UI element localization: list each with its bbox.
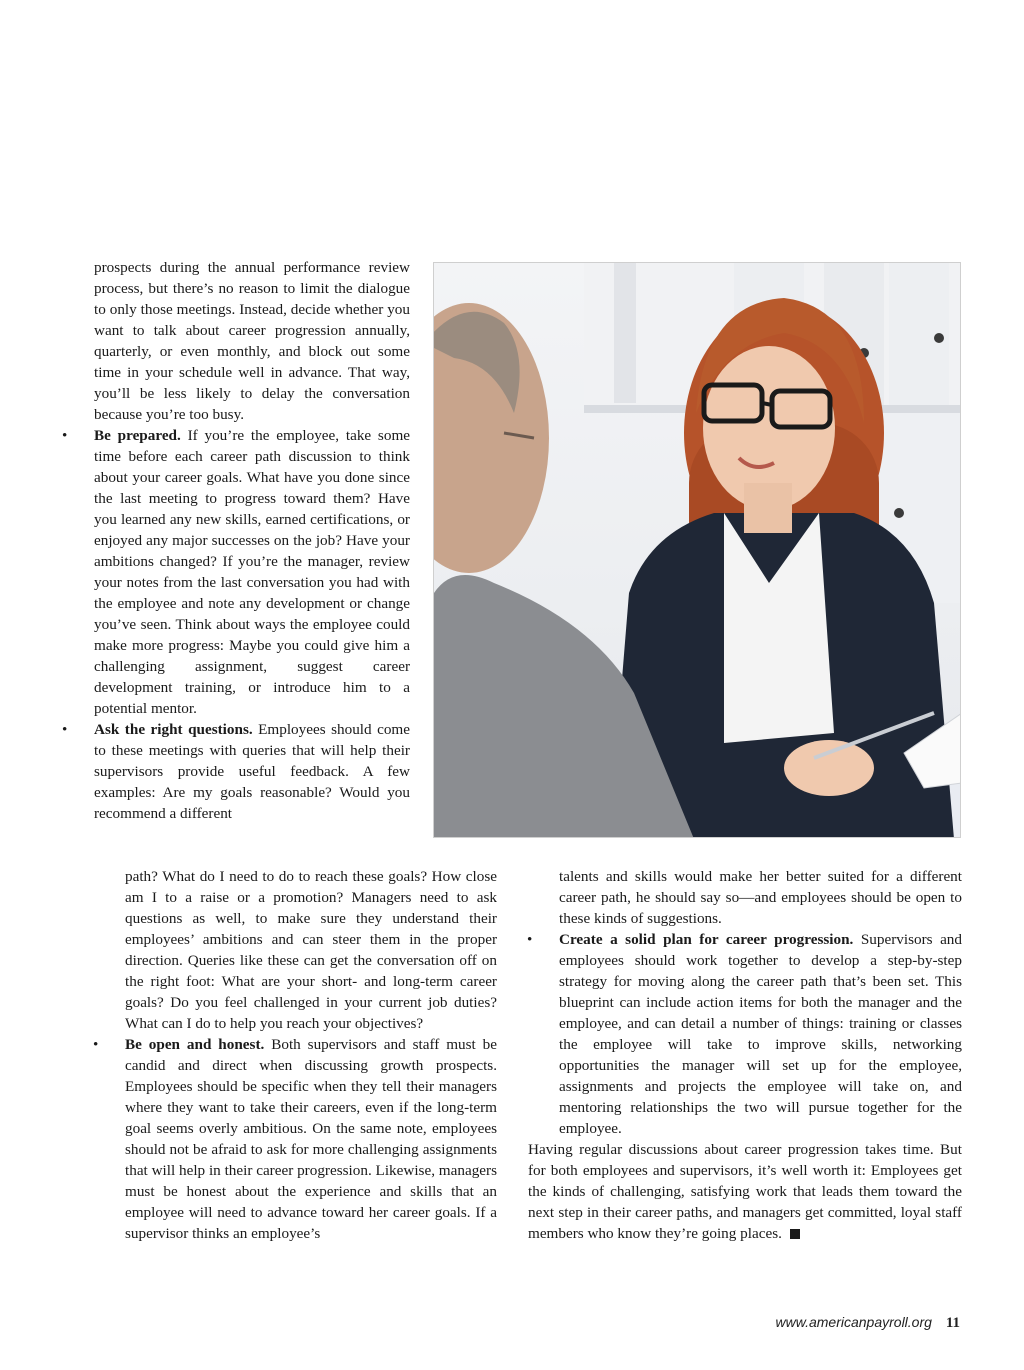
bullet-continuation: path? What do I need to do to reach these goals? How close am I to a raise or a promotion? Managers need to ask questions as well, to make sure they understand their employees’ ambitions and can steer them in the proper direction. Queries like these can get the conversation off on the right foot: What are your short- and long-term career goals? Do you feel challenged in your current job duties? What can I do to help you reach your objectives? bbox=[125, 868, 497, 1032]
footer-url[interactable]: www.americanpayroll.org bbox=[775, 1314, 932, 1330]
page-footer bbox=[776, 1314, 960, 1332]
article-column-left bbox=[94, 866, 497, 1244]
bullet-heading: Be prepared. bbox=[94, 427, 181, 444]
bullet-text: Supervisors and employees should work together to develop a step-by-step strategy for moving along the career path that’s been set. This blueprint can include action items for both the manager and the employee, and can detail a number of things: training or classes the employee will take to improve skills, networking opportunities the manager will set up for the employee, assignments and projects the employee will take on, and mentoring relationships the two will pursue together for the employee. bbox=[559, 931, 962, 1137]
end-mark-icon bbox=[790, 1229, 800, 1239]
article-column-right bbox=[528, 866, 962, 1244]
article-photo bbox=[433, 262, 961, 838]
bullet-icon: • bbox=[93, 1036, 99, 1053]
bullet-heading: Be open and honest. bbox=[125, 1036, 265, 1053]
interview-photo-illustration bbox=[434, 263, 961, 838]
bullet-text: Both supervisors and staff must be candid and direct when discussing growth prospects. Employees should be specific when they tell their managers where they want to take their careers, even if the long-term goal seems overly ambitious. On the same note, employees should not be afraid to ask for more challenging assignments that will help in their career progression. Likewise, managers must be honest about the experience and skills that an employee will need to advance toward her career goals. If a supervisor thinks an employee’s bbox=[125, 1036, 497, 1242]
closing-paragraph bbox=[528, 1139, 962, 1244]
bullet-icon: • bbox=[62, 721, 68, 738]
bullet-icon: • bbox=[527, 931, 533, 948]
bullet-item-ask-questions bbox=[62, 719, 410, 824]
bullet-item-be-prepared bbox=[62, 425, 410, 719]
closing-text: Having regular discussions about career progression takes time. But for both employees and supervisors, it’s well worth it: Employees get the kinds of challenging, satisfying work that leads them toward the next step in their career paths, and managers get committed, loyal staff members who know they’re going places. bbox=[528, 1141, 962, 1242]
bullet-item-open-honest bbox=[93, 1034, 497, 1244]
bullet-item-solid-plan bbox=[527, 929, 962, 1139]
bullet-heading: Create a solid plan for career progression. bbox=[559, 931, 854, 948]
bullet-text: Employees should come to these meetings with queries that will help their supervisors provide useful feedback. A few examples: Are my goals reasonable? Would you recommend a different bbox=[94, 721, 410, 822]
bullet-continuation: talents and skills would make her better suited for a different career path, he should say so—and employees should be open to these kinds of suggestions. bbox=[559, 868, 962, 927]
page-number: 11 bbox=[945, 1315, 960, 1331]
article-column-top bbox=[62, 257, 410, 824]
bullet-icon: • bbox=[62, 427, 68, 444]
bullet-heading: Ask the right questions. bbox=[94, 721, 253, 738]
body-paragraph: prospects during the annual performance review process, but there’s no reason to limit the dialogue to only those meetings. Instead, decide whether you want to talk about career progression annually, quarterly, or even monthly, and block out some time in your schedule well in advance. That way, you’ll be less likely to delay the conversation because you’re too busy. bbox=[94, 259, 410, 423]
bullet-text: If you’re the employee, take some time before each career path discussion to think about your career goals. What have you done since the last meeting to progress toward them? Have you learned any new skills, earned certifications, or enjoyed any major successes on the job? Have your ambitions changed? If you’re the manager, review your notes from the last conversation you had with the employee and note any development or change you’ve seen. Think about ways the employee could make more progress: Maybe you could give him a challenging assignment, suggest career development training, or introduce him to a potential mentor. bbox=[94, 427, 410, 717]
